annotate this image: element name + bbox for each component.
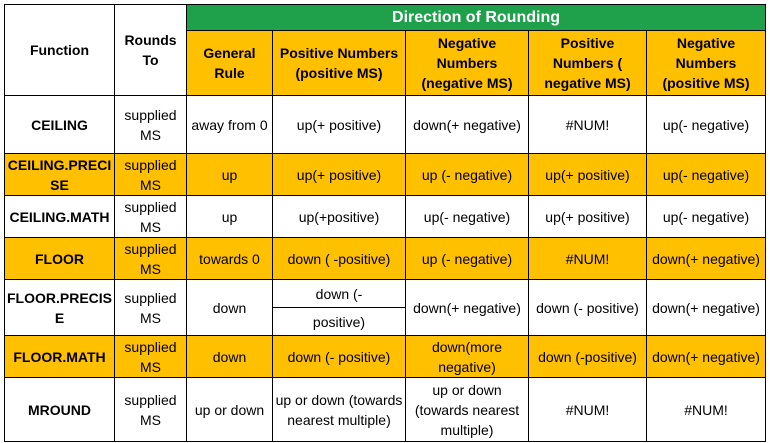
- row-rounds-to: supplied MS: [115, 196, 187, 238]
- header-positive-positive-ms: Positive Numbers (positive MS): [273, 31, 406, 96]
- row-rounds-to: supplied MS: [115, 378, 187, 442]
- row-pos-pos-bottom: positive): [273, 308, 406, 336]
- row-pos-pos: down ( -positive): [273, 238, 406, 280]
- row-function: CEILING.MATH: [5, 196, 115, 238]
- table-row: [5, 238, 766, 280]
- row-pos-neg: down (- positive): [529, 280, 647, 336]
- row-pos-neg: #NUM!: [529, 378, 647, 442]
- row-neg-pos: down(+ negative): [647, 238, 766, 280]
- table-row: [5, 336, 766, 378]
- row-function: FLOOR.MATH: [5, 336, 115, 378]
- row-function: FLOOR.PRECISE: [5, 280, 115, 336]
- row-pos-pos: up(+positive): [273, 196, 406, 238]
- row-neg-neg: up or down (towards nearest multiple): [406, 378, 529, 442]
- row-function: CEILING: [5, 96, 115, 154]
- row-neg-neg: down(+ negative): [406, 280, 529, 336]
- table-row: [5, 280, 766, 308]
- header-direction-of-rounding: Direction of Rounding: [187, 5, 766, 31]
- header-negative-negative-ms: Negative Numbers (negative MS): [406, 31, 529, 96]
- row-pos-pos-top: down (-: [273, 280, 406, 308]
- row-pos-neg: #NUM!: [529, 238, 647, 280]
- row-pos-neg: down (-positive): [529, 336, 647, 378]
- header-general-rule: General Rule: [187, 31, 273, 96]
- row-general-rule: up or down: [187, 378, 273, 442]
- row-function: FLOOR: [5, 238, 115, 280]
- row-neg-neg: up (- negative): [406, 238, 529, 280]
- header-rounds-to: Rounds To: [115, 5, 187, 96]
- rounding-functions-table: [4, 4, 766, 442]
- row-rounds-to: supplied MS: [115, 96, 187, 154]
- row-neg-pos: up(- negative): [647, 96, 766, 154]
- row-neg-pos: down(+ negative): [647, 280, 766, 336]
- table-row: [5, 378, 766, 442]
- row-neg-pos: up(- negative): [647, 196, 766, 238]
- table-row: [5, 196, 766, 238]
- row-rounds-to: supplied MS: [115, 238, 187, 280]
- row-general-rule: up: [187, 196, 273, 238]
- row-pos-neg: up(+ positive): [529, 196, 647, 238]
- row-neg-pos: up(- negative): [647, 154, 766, 196]
- row-neg-pos: down(+ negative): [647, 336, 766, 378]
- row-neg-neg: down(more negative): [406, 336, 529, 378]
- row-function: MROUND: [5, 378, 115, 442]
- row-pos-pos: up or down (towards nearest multiple): [273, 378, 406, 442]
- row-general-rule: away from 0: [187, 96, 273, 154]
- row-neg-neg: up (- negative): [406, 154, 529, 196]
- row-pos-neg: up(+ positive): [529, 154, 647, 196]
- row-general-rule: down: [187, 336, 273, 378]
- row-rounds-to: supplied MS: [115, 336, 187, 378]
- table-row: [5, 154, 766, 196]
- row-pos-neg: #NUM!: [529, 96, 647, 154]
- row-pos-pos: up(+ positive): [273, 154, 406, 196]
- header-positive-negative-ms: Positive Numbers ( negative MS): [529, 31, 647, 96]
- row-function: CEILING.PRECISE: [5, 154, 115, 196]
- header-function: Function: [5, 5, 115, 96]
- row-general-rule: towards 0: [187, 238, 273, 280]
- row-pos-pos: down (- positive): [273, 336, 406, 378]
- row-general-rule: down: [187, 280, 273, 336]
- row-neg-pos: #NUM!: [647, 378, 766, 442]
- row-general-rule: up: [187, 154, 273, 196]
- row-rounds-to: supplied MS: [115, 154, 187, 196]
- header-negative-positive-ms: Negative Numbers (positive MS): [647, 31, 766, 96]
- table-row: [5, 96, 766, 154]
- row-rounds-to: supplied MS: [115, 280, 187, 336]
- row-neg-neg: up(- negative): [406, 196, 529, 238]
- row-pos-pos: up(+ positive): [273, 96, 406, 154]
- row-neg-neg: down(+ negative): [406, 96, 529, 154]
